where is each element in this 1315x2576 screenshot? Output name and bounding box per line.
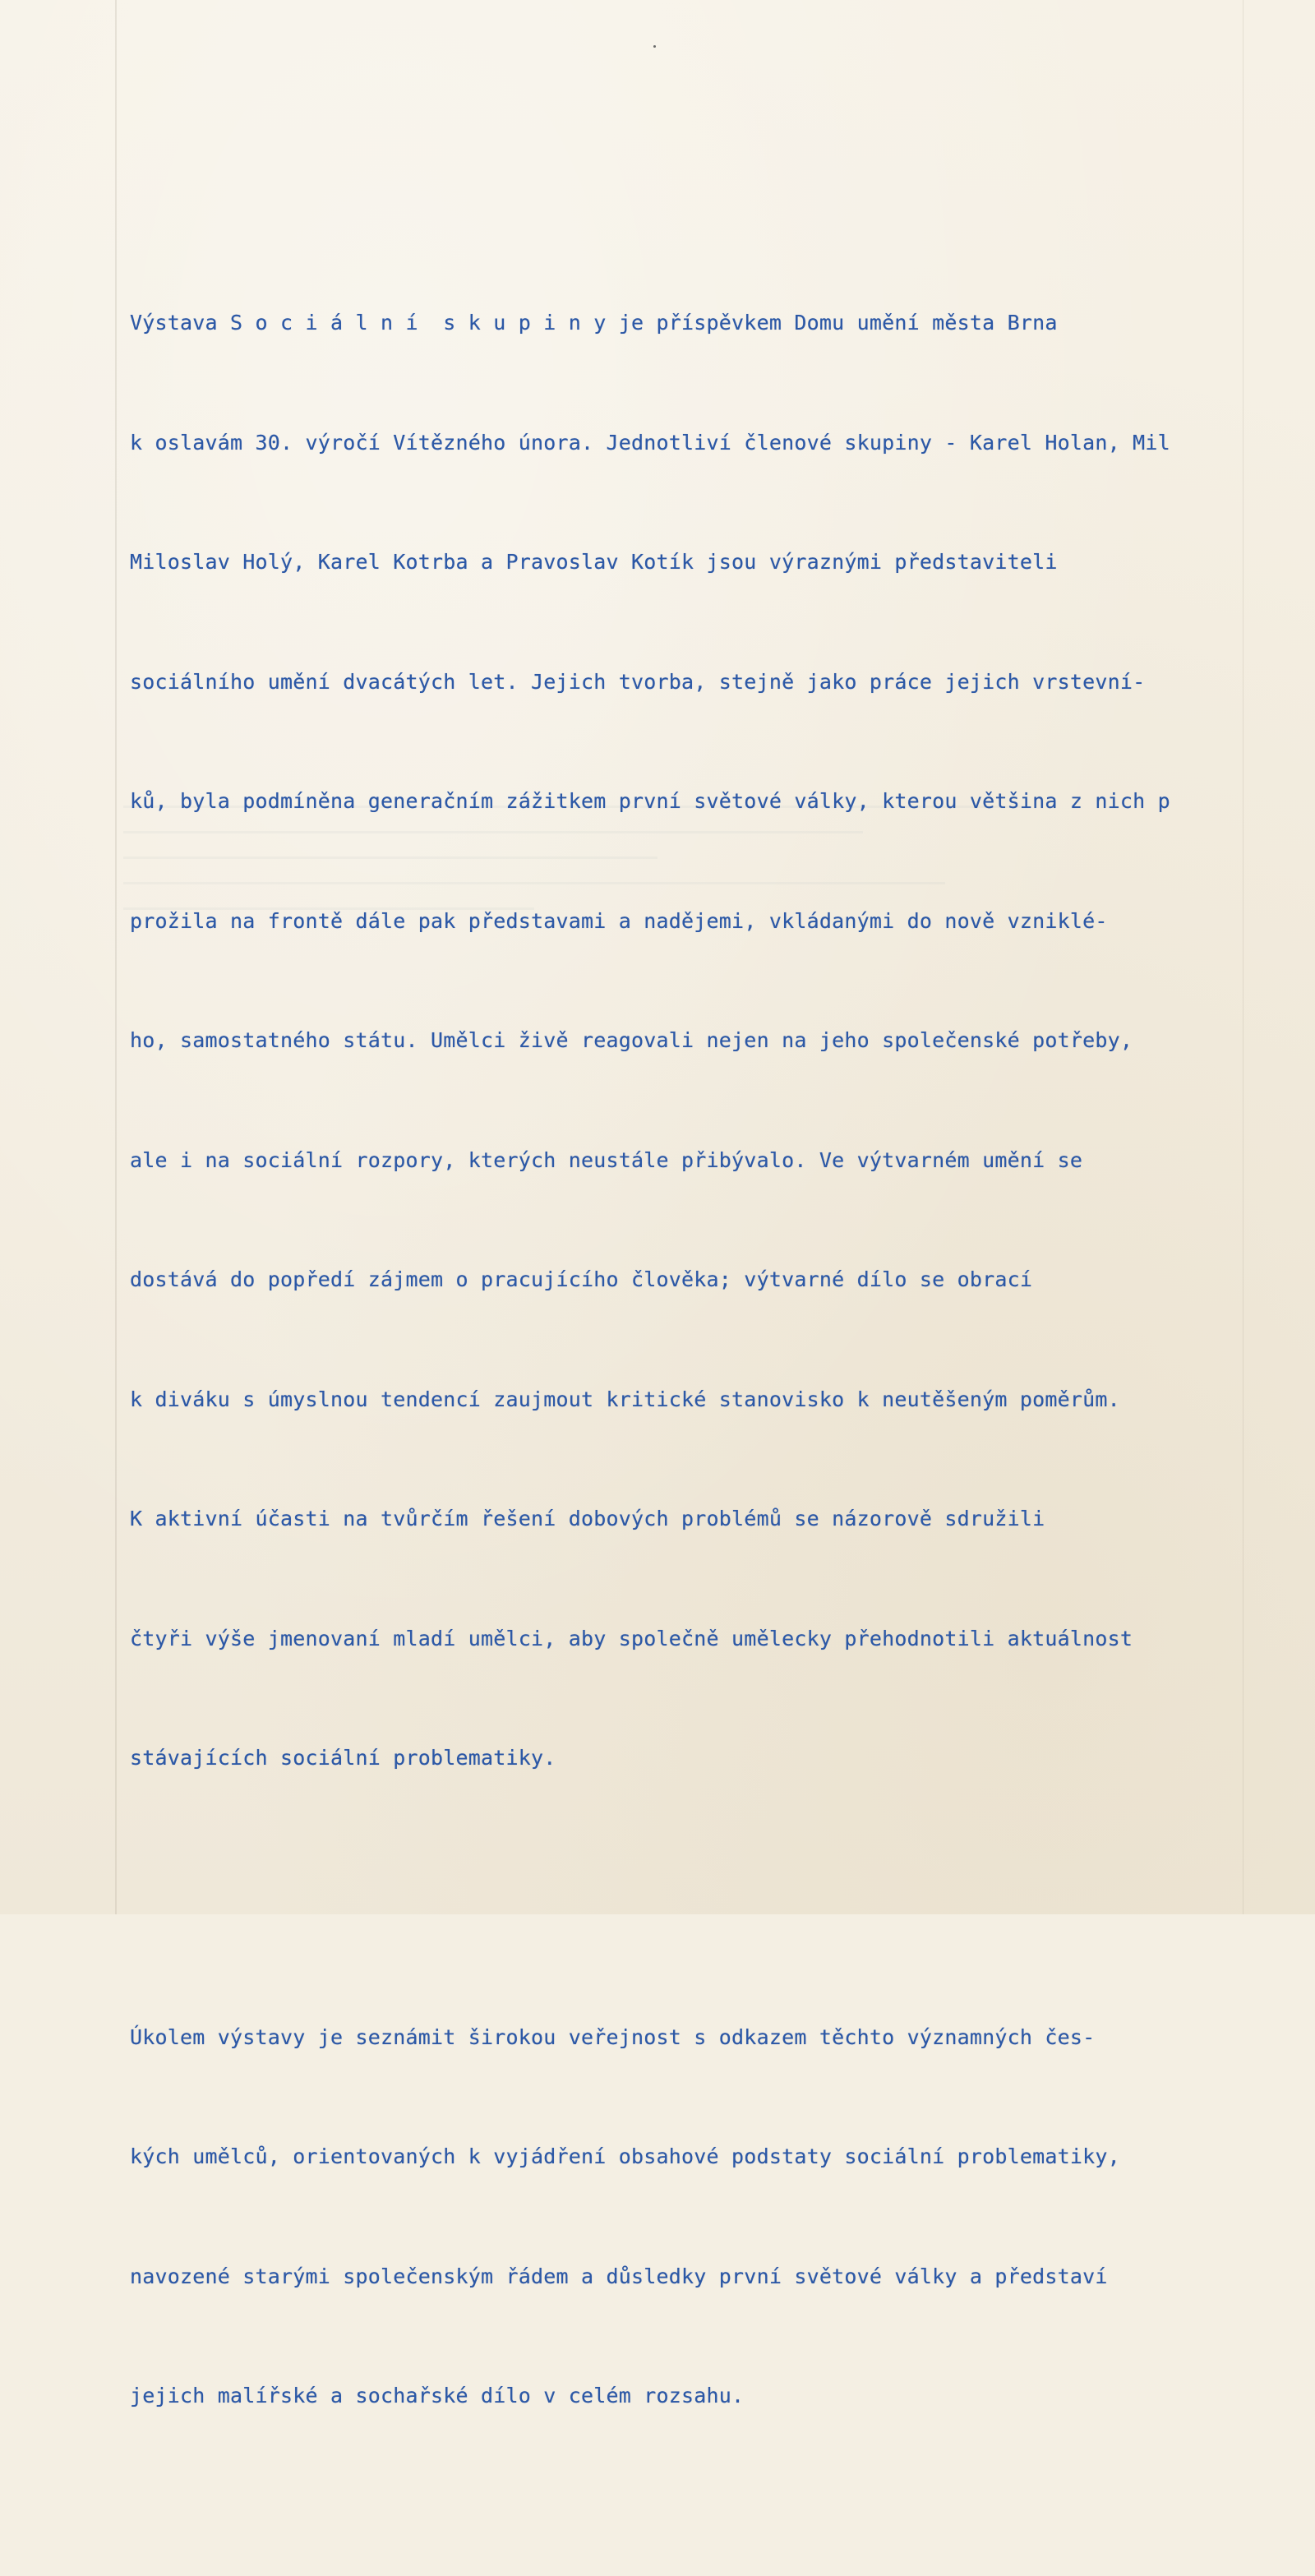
typewritten-text (130, 144, 1313, 2576)
text-line: k oslavám 30. výročí Vítězného února. Jednotliví členové skupiny - Karel Holan, Mil (130, 430, 1170, 455)
text-line: sociálního umění dvacátých let. Jejich tvorba, stejně jako práce jejich vrstevní- (130, 669, 1146, 694)
text-line: ků, byla podmíněna generačním zážitkem první světové války, kterou většina z nich p (130, 789, 1170, 813)
text-line: k diváku s úmyslnou tendencí zaujmout kritické stanovisko k neutěšeným poměrům. (130, 1387, 1120, 1411)
text-line: Úkolem výstavy je seznámit širokou veřejnost s odkazem těchto významných čes- (130, 2024, 1096, 2049)
text-line: dostává do popředí zájmem o pracujícího člověka; výtvarné dílo se obrací (130, 1267, 1033, 1291)
text-line: navozené starými společenským řádem a důsledky první světové války a představí (130, 2264, 1108, 2288)
paper-speck (653, 45, 656, 48)
paragraph-2 (130, 1938, 1313, 2496)
text-line: prožila na frontě dále pak představami a nadějemi, vkládanými do nově vzniklé- (130, 908, 1108, 933)
text-line: ho, samostatného státu. Umělci živě reagovali nejen na jeho společenské potřeby, (130, 1028, 1133, 1052)
text-line: Miloslav Holý, Karel Kotrba a Pravoslav Kotík jsou výraznými představiteli (130, 550, 1058, 574)
text-line: Výstava S o c i á l n í s k u p i n y je příspěvkem Domu umění města Brna (130, 311, 1058, 335)
paper-fold-left (115, 0, 117, 1914)
text-line: K aktivní účasti na tvůrčím řešení dobových problémů se názorově sdružili (130, 1507, 1045, 1530)
text-line: stávajících sociální problematiky. (130, 1746, 556, 1770)
text-line: kých umělců, orientovaných k vyjádření obsahové podstaty sociální problematiky, (130, 2144, 1120, 2168)
text-line: čtyři výše jmenovaní mladí umělci, aby společně umělecky přehodnotili aktuálnost (130, 1626, 1133, 1650)
paragraph-1 (130, 224, 1313, 1858)
text-line: jejich malířské a sochařské dílo v celém rozsahu. (130, 2384, 745, 2407)
text-line: ale i na sociální rozpory, kterých neustále přibývalo. Ve výtvarném umění se (130, 1147, 1083, 1172)
